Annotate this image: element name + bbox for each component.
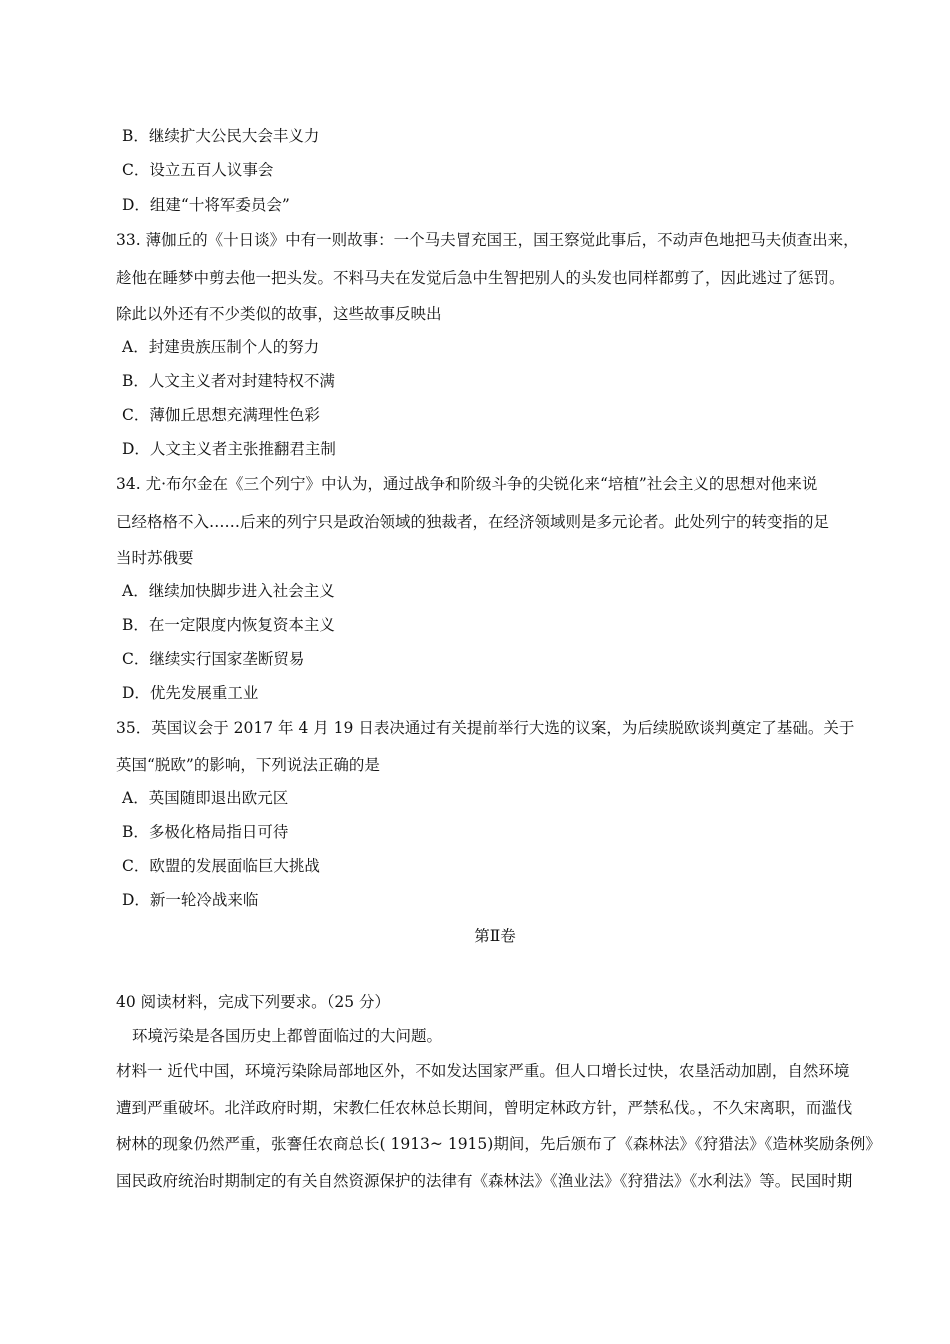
q35-option-d: D．新一轮冷战来临	[122, 891, 259, 909]
q33-stem-line-3: 除此以外还有不少类似的故事，这些故事反映出	[116, 305, 442, 323]
q34-stem-line-2: 已经格格不入……后来的列宁只是政治领域的独裁者，在经济领域则是多元论者。此处列宁的转变指的足	[116, 513, 830, 531]
q35-stem-line-2: 英国“脱欧”的影响，下列说法正确的是	[116, 756, 380, 774]
q33-option-a: A．封建贵族压制个人的努力	[122, 338, 320, 356]
q32-option-b: B．继续扩大公民大会丰义力	[122, 127, 320, 145]
q34-option-a: A．继续加快脚步进入社会主义	[122, 582, 335, 600]
q40-material-line-3: 树林的现象仍然严重，张謇任农商总长( 1913~ 1915)期间，先后颁布了《森林法》《狩猎法》《造林奖励条例》	[116, 1135, 881, 1153]
q40-material-line-2: 遭到严重破坏。北洋政府时期，宋教仁任农林总长期间，曾明定林政方针，严禁私伐。，不久宋离职，而滥伐	[116, 1099, 853, 1117]
q32-option-d: D．组建“十将军委员会”	[122, 196, 290, 214]
q34-option-c: C．继续实行国家垄断贸易	[122, 650, 305, 668]
q35-option-c: C．欧盟的发展面临巨大挑战	[122, 857, 320, 875]
q40-intro: 环境污染是各国历史上都曾面临过的大问题。	[132, 1027, 443, 1045]
q35-stem-line-1: 35．英国议会于 2017 年 4 月 19 日表决通过有关提前举行大选的议案，为后续脱欧谈判奠定了基础。关于	[116, 719, 855, 737]
q33-stem-line-2: 趁他在睡梦中剪去他一把头发。不料马夫在发觉后急中生智把别人的头发也同样都剪了，因此逃过了惩罚。	[116, 269, 845, 287]
section-title: 第Ⅱ卷	[474, 927, 516, 945]
q35-option-b: B．多极化格局指日可待	[122, 823, 289, 841]
q33-option-d: D．人文主义者主张推翻君主制	[122, 440, 336, 458]
q33-stem-line-1: 33. 薄伽丘的《十日谈》中有一则故事：一个马夫冒充国王，国王察觉此事后，不动声色地把马夫侦查出来，	[116, 231, 859, 249]
q32-option-c: C．设立五百人议事会	[122, 161, 274, 179]
q40-material-line-1: 材料一 近代中国，环境污染除局部地区外，不如发达国家严重。但人口增长过快，农垦活动加剧，自然环境	[116, 1062, 850, 1080]
q33-option-c: C．薄伽丘思想充满理性色彩	[122, 406, 320, 424]
q40-heading: 40 阅读材料，完成下列要求。（25 分）	[116, 993, 391, 1011]
q34-stem-line-3: 当时苏俄要	[116, 549, 194, 567]
q34-option-d: D．优先发展重工业	[122, 684, 259, 702]
q40-material-line-4: 国民政府统治时期制定的有关自然资源保护的法律有《森林法》《渔业法》《狩猎法》《水利法》等。民国时期	[116, 1172, 853, 1190]
q34-option-b: B．在一定限度内恢复资本主义	[122, 616, 335, 634]
q35-option-a: A．英国随即退出欧元区	[122, 789, 289, 807]
q34-stem-line-1: 34. 尤·布尔金在《三个列宁》中认为，通过战争和阶级斗争的尖锐化来“培植”社会主义的思想对他来说	[116, 475, 818, 493]
q33-option-b: B．人文主义者对封建特权不满	[122, 372, 335, 390]
